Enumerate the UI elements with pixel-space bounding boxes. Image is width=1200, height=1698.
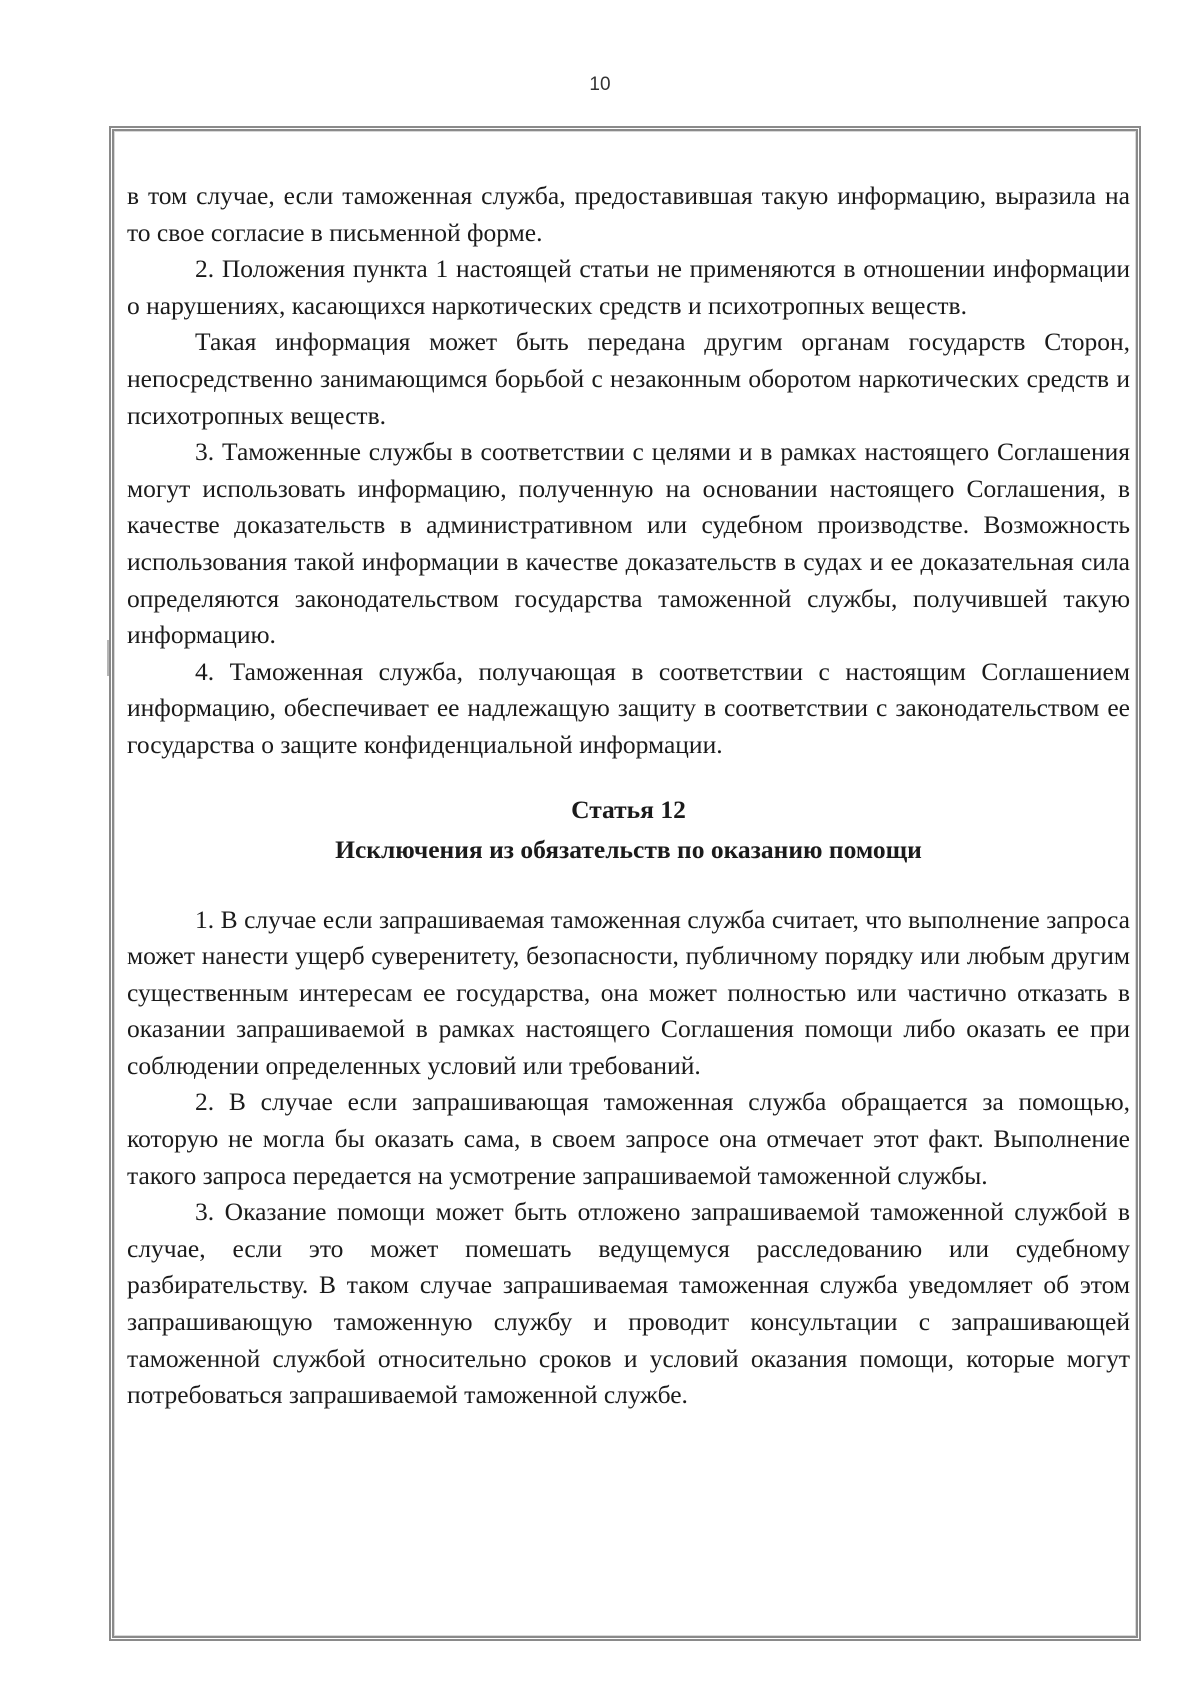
paragraph: Такая информация может быть передана другим органам государств Сторон, непосредственно занимающимся борьбой с незаконным оборотом наркотических средств и психотропных веществ. [127,327,1130,430]
document-body [127,178,1130,1414]
page-number: 10 [589,74,611,95]
paragraph: 3. Таможенные службы в соответствии с целями и в рамках настоящего Соглашения могут использовать информацию, полученную на основании настоящего Соглашения, в качестве доказательств в административном или судебном производстве. Возможность использования такой информации в качестве доказательств в судах и ее доказательная сила определяются законодательством государства таможенной службы, получившей такую информацию. [127,437,1130,650]
article-title: Исключения из обязательств по оказанию помощи [335,834,922,864]
paragraph: в том случае, если таможенная служба, предоставившая такую информацию, выразила на то свое согласие в письменной форме. [127,181,1130,247]
paragraph: 4. Таможенная служба, получающая в соответствии с настоящим Соглашением информацию, обеспечивает ее надлежащую защиту в соответствии с законодательством ее государства о защите конфиденциальной информации. [127,656,1130,759]
paragraph: 3. Оказание помощи может быть отложено запрашиваемой таможенной службой в случае, если это может помешать ведущемуся расследованию или судебному разбирательству. В таком случае запрашиваемая таможенная служба уведомляет об этом запрашивающую таможенную службу и проводит консультации с запрашивающей таможенной службой относительно сроков и условий оказания помощи, которые могут потребоваться запрашиваемой таможенной службе. [127,1197,1130,1410]
paragraph: 1. В случае если запрашиваемая таможенная служба считает, что выполнение запроса может нанести ущерб суверенитету, безопасности, публичному порядку или любым другим существенным интересам ее государства, она может полностью или частично отказать в оказании запрашиваемой в рамках настоящего Соглашения помощи либо оказать ее при соблюдении определенных условий или требований. [127,904,1130,1080]
paragraph: 2. Положения пункта 1 настоящей статьи не применяются в отношении информации о нарушениях, касающихся наркотических средств и психотропных веществ. [127,254,1130,320]
document-frame [109,126,1141,1641]
paragraph: 2. В случае если запрашивающая таможенная служба обращается за помощью, которую не могла бы оказать сама, в своем запросе она отмечает этот факт. Выполнение такого запроса передается на усмотрение запрашиваемой таможенной службы. [127,1087,1130,1190]
article-number: Статья 12 [571,794,686,824]
paragraphs-bottom [127,902,1130,1414]
paragraphs-top [127,178,1130,764]
